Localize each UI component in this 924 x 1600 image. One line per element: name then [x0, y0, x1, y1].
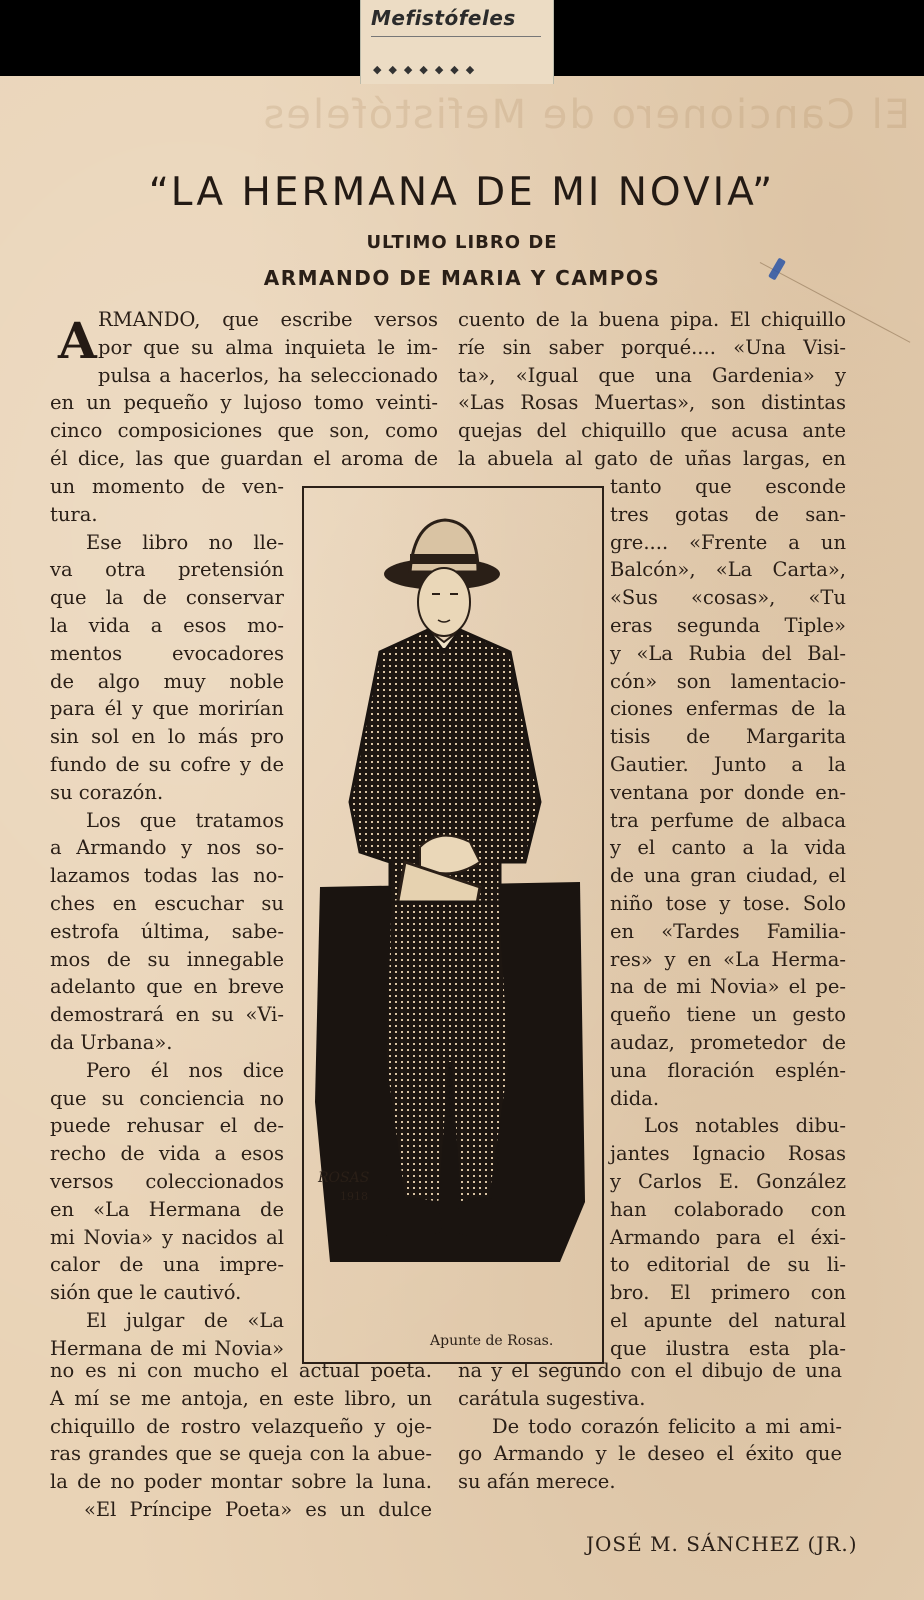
text-line: Gautier. Junto a la: [610, 753, 846, 776]
text-line: sión que le cautivó.: [50, 1281, 242, 1305]
text-line: fundo de su cofre y de: [50, 753, 284, 776]
text-line: en un pequeño y lujoso tomo veinti-: [50, 391, 438, 415]
article-author-line: ARMANDO DE MARIA Y CAMPOS: [263, 266, 661, 290]
text-line: por que su alma inquieta le im-: [98, 335, 438, 359]
text-line: y el canto a la vida: [610, 836, 846, 860]
text-line: Los notables dibu-: [644, 1114, 846, 1138]
text-line: ciones enfermas de la: [610, 697, 846, 721]
text-line: da Urbana».: [50, 1031, 173, 1054]
text-line: Los que tratamos: [86, 808, 284, 832]
drop-cap: A: [58, 311, 97, 370]
text-line: to editorial de su li-: [610, 1253, 846, 1277]
text-line: carátula sugestiva.: [458, 1386, 646, 1410]
text-line: quejas del chiquillo que acusa ante: [458, 419, 846, 443]
text-line: Hermana de mi Novia»: [50, 1336, 284, 1360]
text-line: «Sus «cosas», «Tu: [610, 586, 846, 610]
text-line: ras grandes que se queja con la abue-: [50, 1442, 432, 1466]
text-line: A mí se me antoja, en este libro, un: [50, 1386, 432, 1410]
text-line: cón» son lamentacio-: [610, 669, 846, 693]
text-line: RMANDO, que escribe versos: [98, 308, 438, 331]
text-line: adelanto que en breve: [50, 975, 284, 999]
bleed-through-heading: El Cancionero de Mefistófeles: [261, 92, 910, 138]
text-line: dida.: [610, 1086, 660, 1110]
text-line: Ese libro no lle-: [86, 530, 284, 554]
text-line: mi Novia» y nacidos al: [50, 1225, 284, 1249]
text-line: que la de conservar: [50, 586, 284, 610]
text-line: Balcón», «La Carta»,: [610, 558, 846, 582]
text-line: la abuela al gato de uñas largas, en: [458, 447, 846, 470]
text-line: recho de vida a esos: [50, 1142, 284, 1166]
masthead-clipping: [360, 0, 554, 84]
text-line: chiquillo de rostro velazqueño y oje-: [50, 1414, 432, 1438]
text-line: la de no poder montar sobre la luna.: [50, 1470, 432, 1494]
text-line: ta», «Igual que una Gardenia» y: [458, 363, 846, 387]
text-line: de una gran ciudad, el: [610, 864, 846, 888]
text-line: y Carlos E. González: [610, 1170, 846, 1193]
text-line: va otra pretensión: [50, 558, 284, 582]
text-line: versos coleccionados: [50, 1170, 284, 1193]
text-line: la vida a esos mo-: [50, 614, 284, 637]
text-line: na y el segundo con el dibujo de una: [458, 1359, 842, 1382]
text-line: tura.: [50, 502, 98, 526]
masthead-dots: ◆◆◆◆◆◆◆: [373, 63, 482, 76]
text-line: ches en escuchar su: [50, 892, 284, 915]
text-line: jantes Ignacio Rosas: [610, 1142, 846, 1166]
artist-year: 1918: [340, 1190, 368, 1203]
text-line: que su conciencia no: [50, 1086, 284, 1110]
text-line: tra perfume de albaca: [610, 808, 846, 832]
text-line: El julgar de «La: [86, 1309, 284, 1332]
text-line: su corazón.: [50, 780, 164, 804]
text-line: bro. El primero con: [610, 1281, 846, 1305]
text-line: audaz, prometedor de: [610, 1031, 846, 1054]
text-line: pulsa a hacerlos, ha seleccionado: [98, 363, 438, 387]
text-line: queño tiene un gesto: [610, 1003, 846, 1027]
text-line: tres gotas de san-: [610, 502, 846, 526]
illustration-caption: Apunte de Rosas.: [430, 1333, 554, 1349]
text-line: na de mi Novia» el pe-: [610, 975, 846, 999]
text-line: eras segunda Tiple»: [610, 614, 846, 637]
text-line: que ilustra esta pla-: [610, 1336, 846, 1360]
text-line: un momento de ven-: [50, 475, 284, 498]
text-line: en «La Hermana de: [50, 1197, 284, 1221]
text-line: él dice, las que guardan el aroma de: [50, 447, 438, 470]
text-line: res» y en «La Herma-: [610, 947, 846, 971]
text-line: a Armando y nos so-: [50, 836, 284, 860]
text-line: tanto que esconde: [610, 475, 846, 498]
text-line: cuento de la buena pipa. El chiquillo: [458, 308, 846, 331]
masthead-rule: [371, 36, 541, 37]
text-line: calor de una impre-: [50, 1253, 284, 1277]
text-line: Pero él nos dice: [86, 1058, 284, 1082]
text-line: el apunte del natural: [610, 1309, 846, 1332]
text-line: mos de su innegable: [50, 947, 284, 971]
text-line: y «La Rubia del Bal-: [610, 641, 846, 665]
masthead-name: Mefistófeles: [371, 6, 516, 30]
text-line: lazamos todas las no-: [50, 864, 284, 888]
text-line: cinco composiciones que son, como: [50, 419, 438, 443]
text-line: demostrará en su «Vi-: [50, 1003, 284, 1027]
text-line: en «Tardes Familia-: [610, 919, 846, 943]
text-line: De todo corazón felicito a mi ami-: [492, 1414, 842, 1438]
text-line: gre.... «Frente a un: [610, 530, 846, 554]
portrait-illustration: [310, 502, 596, 1302]
text-line: ríe sin saber porqué.... «Una Visi-: [458, 335, 846, 359]
text-line: «El Príncipe Poeta» es un dulce: [84, 1498, 432, 1521]
text-line: niño tose y tose. Solo: [610, 892, 846, 915]
text-line: puede rehusar el de-: [50, 1114, 284, 1138]
author-signature: JOSÉ M. SÁNCHEZ (JR.): [586, 1532, 858, 1556]
text-line: mentos evocadores: [50, 641, 284, 665]
artist-signature: ROSAS: [318, 1170, 370, 1186]
text-line: «Las Rosas Muertas», son distintas: [458, 391, 846, 415]
text-line: estrofa última, sabe-: [50, 919, 284, 943]
text-line: no es ni con mucho el actual poeta.: [50, 1359, 432, 1382]
text-line: su afán merece.: [458, 1470, 616, 1494]
text-line: tisis de Margarita: [610, 725, 846, 749]
text-line: Armando para el éxi-: [610, 1225, 846, 1249]
text-line: de algo muy noble: [50, 669, 284, 693]
text-line: han colaborado con: [610, 1197, 846, 1221]
article-title: “LA HERMANA DE MI NOVIA”: [148, 170, 776, 215]
text-line: una floración esplén-: [610, 1058, 846, 1082]
article-subtitle: ULTIMO LIBRO DE: [366, 232, 558, 253]
text-line: para él y que morirían: [50, 697, 284, 721]
text-line: ventana por donde en-: [610, 780, 846, 804]
text-line: sin sol en lo más pro: [50, 725, 284, 749]
text-line: go Armando y le deseo el éxito que: [458, 1442, 842, 1466]
